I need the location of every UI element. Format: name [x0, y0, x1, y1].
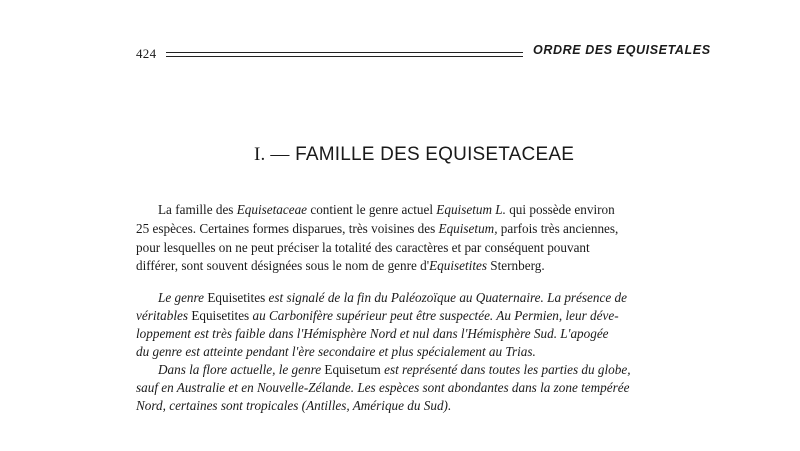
running-title: ORDRE DES EQUISETALES — [533, 43, 711, 57]
page-number: 424 — [136, 46, 157, 61]
chapter-heading: FAMILLE DES EQUISETACEAE — [295, 144, 575, 165]
paragraph-line: 25 espèces. Certaines formes disparues, très voisines des Equisetum, parfois très anciennes, — [136, 221, 619, 236]
paragraph-line: pour lesquelles on ne peut préciser la totalité des caractères et par conséquent pouvant — [136, 240, 590, 255]
chapter-title — [254, 144, 574, 166]
paragraph-line: du genre est atteinte pendant l'ère secondaire et plus spécialement au Trias. — [136, 344, 536, 359]
paragraph-line: loppement est très faible dans l'Hémisphère Nord et nul dans l'Hémisphère Sud. L'apogée — [136, 326, 609, 341]
paragraph-line: Le genre Equisetites est signalé de la fin du Paléozoïque au Quaternaire. La présence de — [158, 290, 627, 305]
paragraph-line: sauf en Australie et en Nouvelle-Zélande. Les espèces sont abondantes dans la zone tempérée — [136, 380, 630, 395]
paragraph-line: La famille des Equisetaceae contient le genre actuel Equisetum L. qui possède environ — [158, 202, 615, 217]
page-header — [136, 42, 748, 62]
header-double-rule — [166, 52, 523, 57]
paragraph-line: Dans la flore actuelle, le genre Equisetum est représenté dans toutes les parties du globe, — [158, 362, 631, 377]
paragraph-line: véritables Equisetites au Carbonifère supérieur peut être suspectée. Au Permien, leur déve- — [136, 308, 619, 323]
chapter-number: I. — — [254, 144, 290, 165]
paragraph-line: différer, sont souvent désignées sous le nom de genre d'Equisetites Sternberg. — [136, 258, 545, 273]
paragraph-line: Nord, certaines sont tropicales (Antilles, Amérique du Sud). — [136, 398, 452, 413]
